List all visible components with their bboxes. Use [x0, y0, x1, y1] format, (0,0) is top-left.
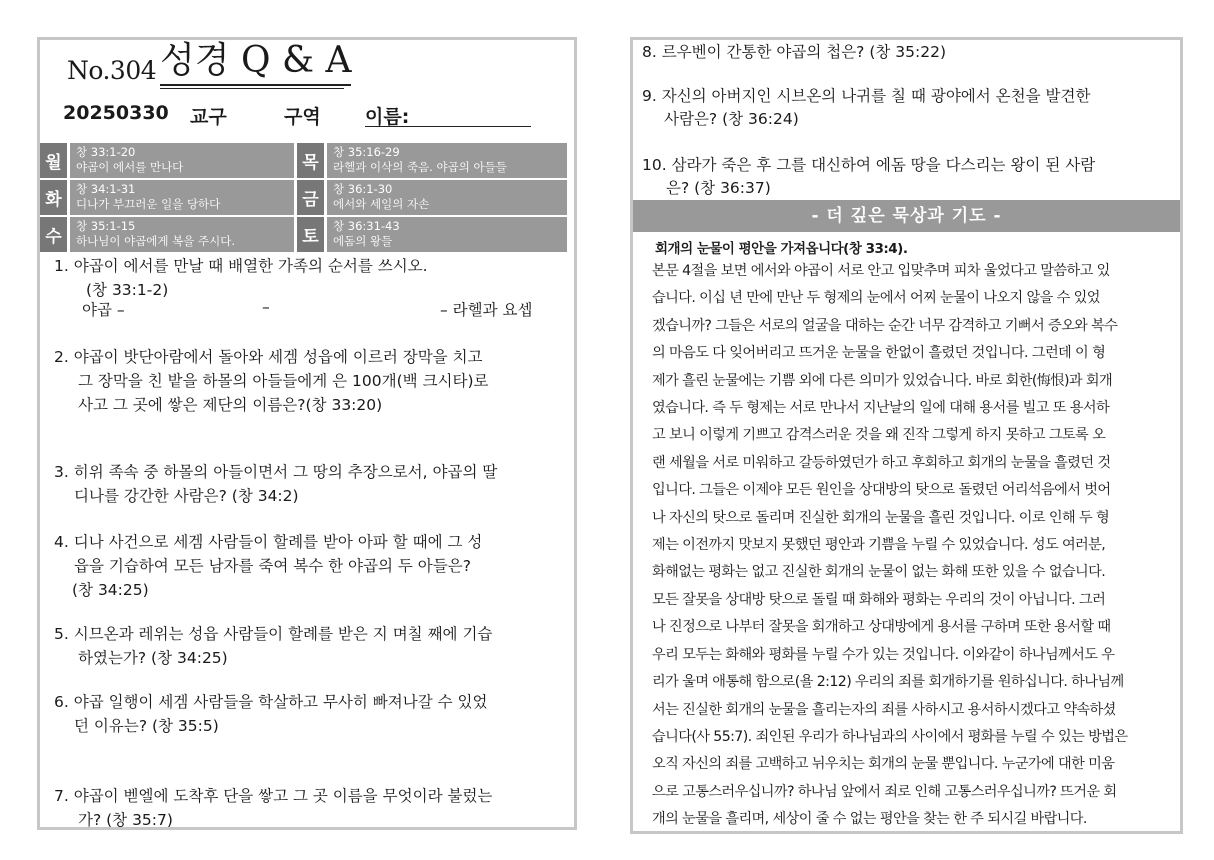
blank-b: – — [262, 298, 270, 316]
reading-ref: 창 36:1-30 — [333, 182, 393, 196]
question-8 — [642, 41, 1177, 64]
meditation-body — [652, 258, 1160, 834]
name-field-line[interactable] — [365, 126, 531, 127]
question-text: (창 34:25) — [72, 581, 149, 599]
meditation-line: 개의 눈물을 흘리며, 세상이 줄 수 없는 평안을 찾는 한 주 되시길 바랍니다. — [652, 811, 1087, 828]
question-text: 은? (창 36:37) — [666, 179, 771, 197]
reading-desc: 에돔의 왕들 — [333, 234, 393, 248]
reading-cell — [70, 143, 297, 178]
question-4 — [54, 530, 570, 602]
blank-a: 야곱 – — [82, 301, 125, 319]
question-text: 5. 시므온과 레위는 성읍 사람들이 할례를 받은 지 며칠 째에 기습 — [54, 625, 493, 643]
question-3 — [54, 460, 570, 508]
meditation-line: 나 자신의 탓으로 돌리며 진실한 회개의 눈물을 흘린 것입니다. 이로 인해 두 형 — [652, 509, 1110, 526]
question-5 — [54, 622, 570, 670]
question-6 — [54, 690, 570, 738]
question-text: 4. 디나 사건으로 세겜 사람들이 할례를 받아 아파 할 때에 그 성 — [54, 533, 483, 551]
meditation-line: 본문 4절을 보면 에서와 야곱이 서로 안고 입맞추며 피차 울었다고 말씀하고 있 — [652, 263, 1110, 279]
page-title: 성경 Q & A — [160, 40, 351, 86]
question-9 — [642, 85, 1177, 131]
question-text: 9. 자신의 아버지인 시브온의 나귀를 칠 때 광야에서 온천을 발견한 — [642, 87, 1091, 105]
day-label: 월 — [40, 143, 70, 178]
meditation-line: 습니다(사 55:7). 죄인된 우리가 하나님과의 사이에서 평화를 누릴 수 있는 방법은 — [652, 728, 1128, 745]
meditation-line: 서는 진실한 회개의 눈물을 흘리는자의 죄를 사하시고 용서하시겠다고 약속하셨 — [652, 701, 1116, 718]
question-text: 던 이유는? (창 35:5) — [74, 717, 219, 735]
question-1 — [54, 254, 570, 302]
guyeok-label: 구역 — [284, 106, 321, 128]
question-text: 사고 그 곳에 쌓은 제단의 이름은?(창 33:20) — [78, 396, 383, 414]
reading-cell — [327, 217, 567, 252]
meditation-line: 모든 잘못을 상대방 탓으로 돌릴 때 화해와 평화는 우리의 것이 아닙니다. 그러 — [652, 591, 1106, 608]
reading-ref: 창 35:1-15 — [76, 219, 136, 233]
reading-ref: 창 33:1-20 — [76, 145, 136, 159]
question-text: 7. 야곱이 벧엘에 도착후 단을 쌓고 그 곳 이름을 무엇이라 불렀는 — [54, 787, 493, 805]
meditation-line: 습니다. 이십 년 만에 만난 두 형제의 눈에서 어찌 눈물이 나오지 않을 수 있었 — [652, 290, 1100, 307]
meditation-line: 나 진정으로 나부터 잘못을 회개하고 상대방에게 용서를 구하며 또한 용서할 때 — [652, 619, 1111, 636]
schedule-row — [40, 141, 574, 178]
question-2 — [54, 345, 570, 417]
question-text: 하였는가? (창 34:25) — [78, 649, 228, 667]
reading-desc: 라헬과 이삭의 죽음. 야곱의 아들들 — [333, 160, 507, 174]
meditation-line: 랜 세월을 서로 미워하고 갈등하였던가 하고 후회하고 회개의 눈물을 흘렸던 것 — [652, 454, 1111, 471]
question-text: 읍을 기습하여 모든 남자를 죽여 복수 한 야곱의 두 아들은? — [74, 557, 471, 575]
question-text: 1. 야곱이 에서를 만날 때 배열한 가족의 순서를 쓰시오. — [54, 257, 428, 275]
question-text: 그 장막을 친 밭을 하몰의 아들들에게 은 100개(백 크시타)로 — [78, 372, 489, 390]
issue-number: No.304 — [67, 56, 157, 85]
reading-cell — [70, 180, 297, 215]
meditation-line: 제가 흘린 눈물에는 기쁨 외에 다른 의미가 있었습니다. 바로 회한(悔恨)과 회개 — [652, 372, 1113, 389]
day-label: 금 — [297, 180, 327, 215]
meditation-line: 제는 이전까지 맛보지 못했던 평안과 기쁨을 누릴 수 있었습니다. 성도 여러분, — [652, 537, 1106, 554]
blank-c: – 라헬과 요셉 — [440, 301, 533, 319]
question-text: 가? (창 35:7) — [78, 811, 173, 829]
meditation-line: 우리 모두는 화해와 평화를 누릴 수가 있는 것입니다. 이와같이 하나님께서도 우 — [652, 646, 1115, 663]
meditation-line: 리가 울며 애통해 함으로(욜 2:12) 우리의 죄를 회개하기를 원하십니다. 하나님께 — [652, 674, 1124, 691]
reading-ref: 창 34:1-31 — [76, 182, 136, 196]
left-page — [37, 37, 577, 830]
reading-desc: 야곱이 에서를 만나다 — [76, 160, 184, 174]
question-10 — [642, 154, 1177, 200]
title-underline — [160, 88, 344, 89]
question-text: 8. 르우벤이 간통한 야곱의 첩은? (창 35:22) — [642, 43, 946, 61]
question-text: 3. 히위 족속 중 하몰의 아들이면서 그 땅의 추장으로서, 야곱의 딸 — [54, 463, 498, 481]
question-text: (창 33:1-2) — [86, 281, 169, 299]
date: 20250330 — [63, 102, 169, 124]
meditation-banner: - 더 깊은 묵상과 기도 - — [633, 200, 1180, 232]
meditation-line: 겠습니까? 그들은 서로의 얼굴을 대하는 순간 너무 감격하고 기뻐서 증오와 복수 — [652, 317, 1118, 334]
reading-schedule — [40, 141, 574, 252]
reading-desc: 하나님이 야곱에게 복을 주시다. — [76, 234, 236, 248]
day-label: 화 — [40, 180, 70, 215]
reading-desc: 디나가 부끄러운 일을 당하다 — [76, 197, 221, 211]
right-page — [630, 37, 1183, 834]
meditation-line: 의 마음도 다 잊어버리고 뜨거운 눈물을 한없이 흘렸던 것입니다. 그런데 이 형 — [652, 345, 1106, 362]
question-text: 디나를 강간한 사람은? (창 34:2) — [74, 487, 299, 505]
reading-ref: 창 36:31-43 — [333, 219, 400, 233]
reading-cell — [70, 217, 297, 252]
question-text: 10. 삼라가 죽은 후 그를 대신하여 에돔 땅을 다스리는 왕이 된 사람 — [642, 156, 1096, 174]
reading-desc: 에서와 세일의 자손 — [333, 197, 430, 211]
gyogu-label: 교구 — [190, 106, 227, 128]
day-label: 토 — [297, 217, 327, 252]
meditation-line: 였습니다. 즉 두 형제는 서로 만나서 지난날의 일에 대해 용서를 빌고 또 용서하 — [652, 400, 1110, 417]
reading-ref: 창 35:16-29 — [333, 145, 400, 159]
schedule-row — [40, 215, 574, 252]
meditation-title: 회개의 눈물이 평안을 가져옵니다(창 33:4). — [655, 241, 908, 257]
meditation-line: 으로 고통스러우십니까? 하나님 앞에서 죄로 인해 고통스러우십니까? 뜨거운 회 — [652, 783, 1117, 800]
schedule-row — [40, 178, 574, 215]
meditation-line: 오직 자신의 죄를 고백하고 뉘우치는 회개의 눈물 뿐입니다. 누군가에 대한 미움 — [652, 756, 1115, 773]
meditation-line: 화해없는 평화는 없고 진실한 회개의 눈물이 없는 화해 또한 있을 수 없습니다. — [652, 564, 1106, 581]
name-label: 이름: — [365, 106, 410, 128]
question-text: 사람은? (창 36:24) — [664, 110, 799, 128]
day-label: 목 — [297, 143, 327, 178]
meditation-line: 입니다. 그들은 이제야 모든 원인을 상대방의 탓으로 돌렸던 어리석음에서 벗어 — [652, 482, 1111, 499]
question-text: 2. 야곱이 밧단아람에서 돌아와 세겜 성읍에 이르러 장막을 치고 — [54, 348, 483, 366]
day-label: 수 — [40, 217, 70, 252]
reading-cell — [327, 180, 567, 215]
question-7 — [54, 784, 570, 832]
reading-cell — [327, 143, 567, 178]
question-text: 6. 야곱 일행이 세겜 사람들을 학살하고 무사히 빠져나갈 수 있었 — [54, 693, 488, 711]
meditation-line: 고 보니 이렇게 기쁘고 감격스러운 것을 왜 진작 그렇게 하지 못하고 그토록 오 — [652, 427, 1106, 444]
